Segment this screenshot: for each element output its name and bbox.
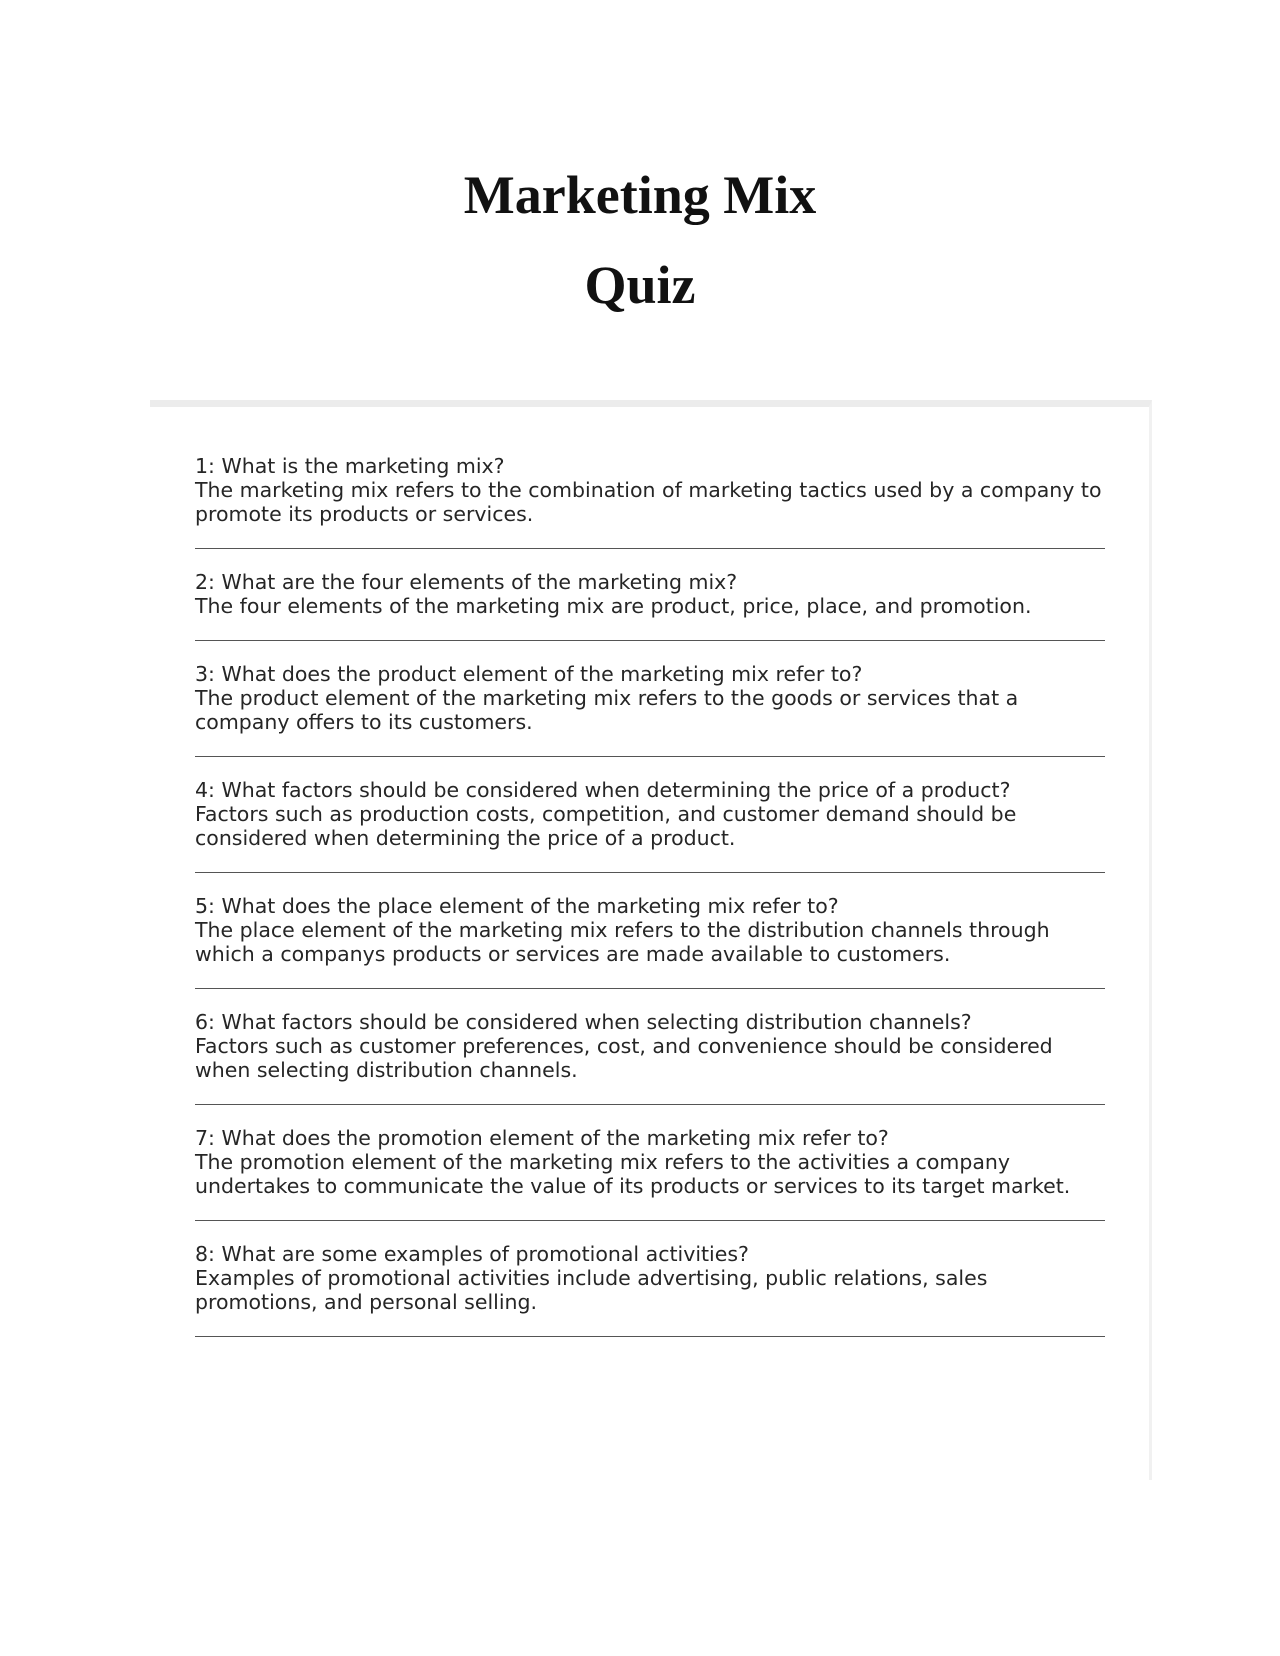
question-3: 3: What does the product element of the marketing mix refer to? xyxy=(195,662,863,686)
qa-item-2 xyxy=(195,570,1105,641)
question-8: 8: What are some examples of promotional activities? xyxy=(195,1242,749,1266)
qa-item-3 xyxy=(195,662,1105,757)
qa-item-8 xyxy=(195,1242,1105,1337)
answer-4: Factors such as production costs, competition, and customer demand should be considered when determining the price of a product. xyxy=(195,802,1017,850)
qa-item-4 xyxy=(195,778,1105,873)
qa-list xyxy=(195,454,1105,1358)
qa-item-5 xyxy=(195,894,1105,989)
question-7: 7: What does the promotion element of the marketing mix refer to? xyxy=(195,1126,889,1150)
question-5: 5: What does the place element of the marketing mix refer to? xyxy=(195,894,839,918)
qa-item-6 xyxy=(195,1010,1105,1105)
answer-1: The marketing mix refers to the combination of marketing tactics used by a company to promote its products or services. xyxy=(195,478,1102,526)
question-6: 6: What factors should be considered when selecting distribution channels? xyxy=(195,1010,972,1034)
answer-5: The place element of the marketing mix refers to the distribution channels through which a companys products or services are made available to customers. xyxy=(195,918,1050,966)
question-1: 1: What is the marketing mix? xyxy=(195,454,505,478)
qa-item-1 xyxy=(195,454,1105,549)
qa-item-7 xyxy=(195,1126,1105,1221)
page-title xyxy=(0,150,1280,330)
answer-8: Examples of promotional activities include advertising, public relations, sales promotions, and personal selling. xyxy=(195,1266,988,1314)
answer-6: Factors such as customer preferences, cost, and convenience should be considered when selecting distribution channels. xyxy=(195,1034,1053,1082)
title-line-1: Marketing Mix xyxy=(463,165,817,225)
answer-2: The four elements of the marketing mix are product, price, place, and promotion. xyxy=(195,594,1032,618)
title-line-2: Quiz xyxy=(584,255,696,315)
question-2: 2: What are the four elements of the marketing mix? xyxy=(195,570,738,594)
quiz-sheet xyxy=(150,400,1152,1480)
answer-7: The promotion element of the marketing mix refers to the activities a company undertakes to communicate the value of its products or services to its target market. xyxy=(195,1150,1071,1198)
question-4: 4: What factors should be considered when determining the price of a product? xyxy=(195,778,1011,802)
answer-3: The product element of the marketing mix refers to the goods or services that a company offers to its customers. xyxy=(195,686,1019,734)
